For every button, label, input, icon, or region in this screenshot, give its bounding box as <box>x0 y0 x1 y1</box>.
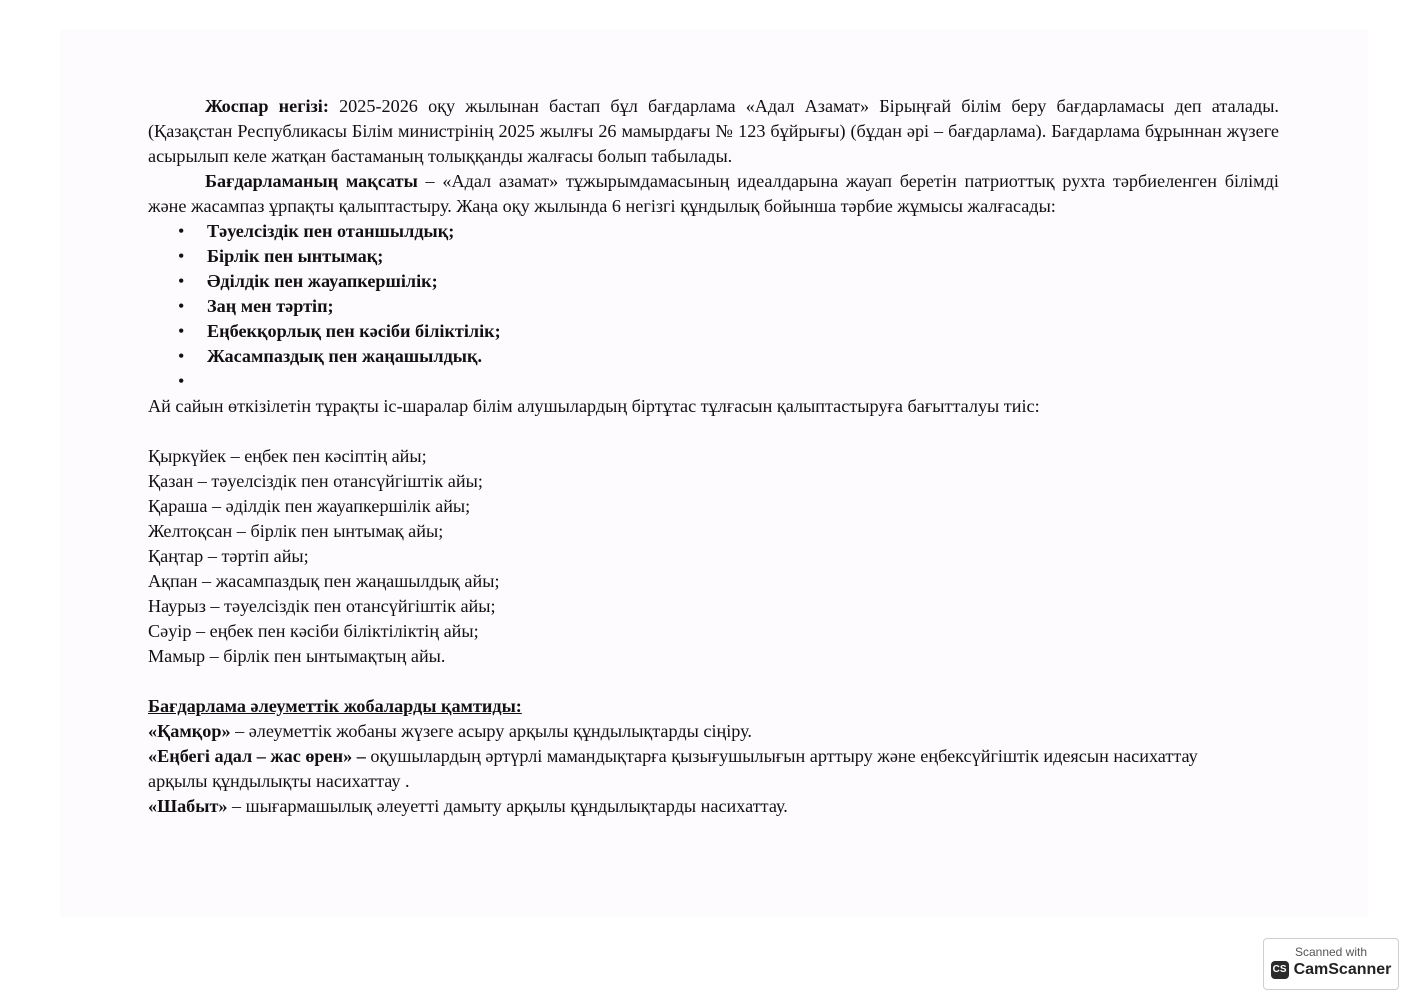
document-body <box>148 94 1279 819</box>
scanned-with-label: Scanned with <box>1294 945 1368 959</box>
bullet-icon: • <box>178 296 185 316</box>
month-item: Ақпан – жасампаздық пен жаңашылдық айы; <box>148 571 500 591</box>
project-text: – әлеуметтік жобаны жүзеге асыру арқылы құндылықтарды сіңіру. <box>230 721 752 741</box>
bullet-icon: • <box>178 321 185 341</box>
project-name: «Шабыт» <box>148 796 228 816</box>
project-item <box>148 719 1279 744</box>
program-goal-text: – «Адал азамат» тұжырымдамасының идеалдарына жауап беретін патриоттық рухта тәрбиеленген білімді және жасампаз ұрпақты қалыптастыру. Жаңа оқу жылында 6 негізгі құндылық бойынша тәрбие жұмысы жалғасады: <box>148 171 1279 216</box>
core-values-list <box>148 219 1279 394</box>
core-value-item: • Бірлік пен ынтымақ; <box>148 244 1279 269</box>
program-goal-paragraph <box>148 169 1279 219</box>
spacer <box>148 669 1279 694</box>
month-item: Қаңтар – тәртіп айы; <box>148 546 309 566</box>
month-item: Наурыз – тәуелсіздік пен отансүйгіштік айы; <box>148 596 496 616</box>
project-item <box>148 744 1279 794</box>
project-text: оқушылардың әртүрлі мамандықтарға қызығушылығын арттыру және еңбексүйгіштік идеясын насихаттау арқылы құндылықты насихаттау . <box>148 746 1198 791</box>
core-value-item: • Еңбекқорлық пен кәсіби біліктілік; <box>148 319 1279 344</box>
bullet-icon: • <box>178 346 185 366</box>
plan-basis-text: 2025-2026 оқу жылынан бастап бұл бағдарлама «Адал Азамат» Бірыңғай білім беру бағдарламасы деп аталады. (Қазақстан Республикасы Білім министрінің 2025 жылғы 26 мамырдағы № 123 бұйрығы) (бұдан әрі – бағдарлама). Бағдарлама бұрыннан жүзеге асырылып келе жатқан бастаманың толыққанды жалғасы болып табылады. <box>148 96 1279 166</box>
bullet-icon: • <box>178 271 185 291</box>
bullet-icon: • <box>178 221 185 241</box>
project-name: «Еңбегі адал – жас өрен» – <box>148 746 366 766</box>
plan-basis-paragraph <box>148 94 1279 169</box>
project-item <box>148 794 1279 819</box>
month-item: Желтоқсан – бірлік пен ынтымақ айы; <box>148 521 444 541</box>
months-list <box>148 444 1279 669</box>
month-item: Қазан – тәуелсіздік пен отансүйгіштік айы; <box>148 471 483 491</box>
project-name: «Қамқор» <box>148 721 231 741</box>
bullet-icon: • <box>178 371 185 391</box>
camscanner-logo-icon: CS <box>1271 961 1289 979</box>
camscanner-watermark <box>1263 938 1399 990</box>
bullet-icon: • <box>178 246 185 266</box>
social-projects-heading: Бағдарлама әлеуметтік жобаларды қамтиды: <box>148 696 522 716</box>
month-item: Қыркүйек – еңбек пен кәсіптің айы; <box>148 446 427 466</box>
core-value-item: • Тәуелсіздік пен отаншылдық; <box>148 219 1279 244</box>
core-value-item-empty <box>148 369 1279 394</box>
core-value-item: • Заң мен тәртіп; <box>148 294 1279 319</box>
month-item: Мамыр – бірлік пен ынтымақтың айы. <box>148 646 446 666</box>
plan-basis-label: Жоспар негізі: <box>205 96 329 116</box>
month-item: Сәуір – еңбек пен кәсіби біліктіліктің айы; <box>148 621 479 641</box>
core-value-item: • Әділдік пен жауапкершілік; <box>148 269 1279 294</box>
spacer <box>148 419 1279 444</box>
project-text: – шығармашылық әлеуетті дамыту арқылы құндылықтарды насихаттау. <box>227 796 788 816</box>
core-value-item: • Жасампаздық пен жаңашылдық. <box>148 344 1279 369</box>
month-item: Қараша – әділдік пен жауапкершілік айы; <box>148 496 471 516</box>
camscanner-brand-name: CamScanner <box>1293 961 1392 978</box>
camscanner-brand <box>1264 961 1398 979</box>
program-goal-label: Бағдарламаның мақсаты <box>205 171 418 191</box>
monthly-events-intro: Ай сайын өткізілетін тұрақты іс-шаралар білім алушылардың біртұтас тұлғасын қалыптастыруға бағытталуы тиіс: <box>148 396 1040 416</box>
